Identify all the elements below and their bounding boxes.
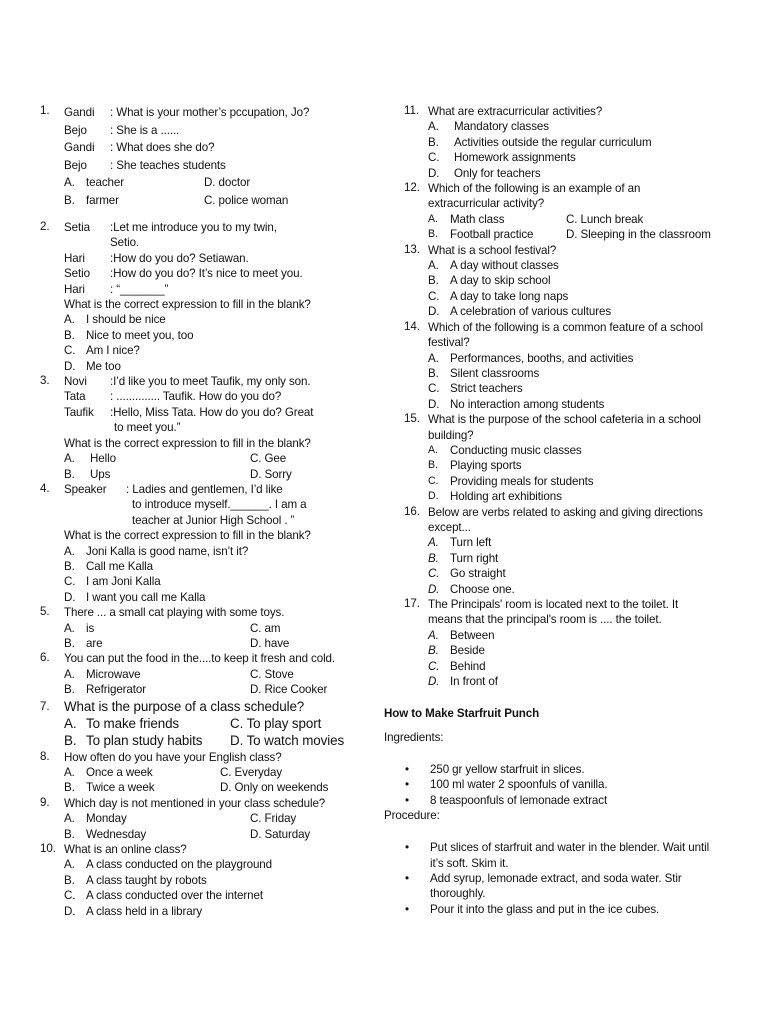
answer-options [64,312,370,374]
dialogue-line: Bejo : She is a ...... [64,123,180,137]
option-c[interactable]: C. Stove [250,667,294,681]
question-text: Which of the following is an example of an [428,182,641,196]
answer-options [428,212,734,243]
option-d[interactable]: D. A class held in a library [64,904,203,918]
bullet-icon [384,762,430,777]
option-a[interactable]: A. Math class [428,212,505,226]
dialogue-line: teacher at Junior High School . ” [132,513,295,527]
bullet-icon [384,840,430,871]
question-number: 12. [404,181,420,195]
question-6 [40,651,370,697]
option-d[interactable]: D. Me too [64,359,121,373]
question-number: 17. [404,597,420,610]
dialogue-line: Gandi : What is your mother’s pccupation, Jo? [64,106,310,119]
option-d[interactable]: D. To watch movies [230,733,345,749]
option-c[interactable]: C. Am I nice? [64,344,140,358]
question-text: means that the principal's room is .... the toilet. [428,613,662,627]
recipe-section [384,706,734,917]
option-d[interactable]: D. A celebration of various cultures [428,305,612,319]
option-c[interactable]: C. I am Joni Kalla [64,575,161,589]
answer-options [64,544,370,606]
dialogue-line: Hari :How do you do? Setiawan. [64,251,249,265]
option-d[interactable]: D. Only on weekends [220,781,329,795]
option-a[interactable]: A. Joni Kalla is good name, isn’t it? [64,544,249,558]
question-number: 4. [40,481,50,495]
dialogue-line: Hari : “_______” [64,282,169,296]
bullet-icon [384,902,430,917]
option-d[interactable]: D. doctor [204,176,251,189]
question-text: What is the correct expression to fill in the blank? [64,298,311,312]
answer-options [64,857,370,919]
dialogue-line: Taufik :Hello, Miss Tata. How do you do? Great [64,405,314,419]
option-c[interactable]: C. Everyday [220,766,283,780]
option-b[interactable]: B. are [64,636,103,650]
left-column [40,104,370,919]
dialogue-line: Novi :I’d like you to meet Taufik, my only son. [64,375,311,389]
option-c[interactable]: C. Go straight [428,567,506,581]
option-d[interactable]: D. Sorry [250,467,292,481]
answer-options [64,174,370,210]
option-a[interactable]: A. Microwave [64,667,141,681]
question-text: You can put the food in the....to keep it fresh and cold. [64,652,336,666]
question-15 [404,412,734,504]
option-c[interactable]: C. A day to take long naps [428,289,569,303]
option-b[interactable]: B. Twice a week [64,781,155,795]
question-7 [40,698,370,750]
answer-options [428,119,734,181]
option-b[interactable]: B. Turn right [428,551,499,565]
question-text: Below are verbs related to asking and giving directions [428,505,703,519]
question-text: festival? [428,336,470,350]
dialogue-line: Setio. [110,236,140,250]
question-text: Which day is not mentioned in your class schedule? [64,796,326,810]
procedure-label: Procedure: [384,809,440,823]
question-5 [40,605,370,651]
list-item: • 100 ml water 2 spoonfuls of vanilla. [384,777,734,792]
option-c[interactable]: C. To play sport [230,715,322,731]
answer-options [428,628,734,690]
option-a[interactable]: A. Mandatory classes [428,120,549,134]
question-number: 10. [40,842,56,856]
option-c[interactable]: C. Providing meals for students [428,474,594,488]
question-13 [404,243,734,320]
option-b[interactable]: B. To plan study habits [64,733,203,749]
bullet-icon [384,793,430,808]
option-c[interactable]: C. Gee [250,452,287,466]
question-text: What is the correct expression to fill in the blank? [64,529,311,543]
question-text: What are extracurricular activities? [428,105,603,118]
option-d[interactable]: D. I want you call me Kalla [64,590,206,604]
option-d[interactable]: D. Holding art exhibitions [428,490,562,504]
question-14 [404,320,734,412]
bullet-icon [384,871,430,902]
option-a[interactable]: A. A class conducted on the playground [64,858,272,872]
question-number: 1. [40,104,50,117]
option-d[interactable]: D. have [250,636,290,650]
option-c[interactable]: C. Friday [250,812,297,826]
question-3 [40,374,370,482]
option-d[interactable]: D. Only for teachers [428,166,541,180]
question-text: What is the purpose of a class schedule? [64,698,305,714]
list-item: • 8 teaspoonfuls of lemonade extract [384,793,734,808]
list-item: • 250 gr yellow starfruit in slices. [384,762,734,777]
question-9 [40,796,370,842]
dialogue-line: to meet you.” [114,421,181,435]
option-d[interactable]: D. Rice Cooker [250,683,328,697]
question-number: 6. [40,651,50,665]
dialogue-line: to introduce myself.______. I am a [132,498,307,512]
dialogue-line: Setio :How do you do? It’s nice to meet you. [64,267,303,281]
option-b[interactable]: B. Beside [428,644,485,658]
question-text: extracurricular activity? [428,197,545,211]
option-a[interactable]: A. Hello [64,452,116,466]
right-column [404,104,734,689]
question-number: 9. [40,795,50,809]
answer-options [428,535,734,597]
option-a[interactable]: A. Monday [64,812,127,826]
question-text: What is an online class? [64,843,187,857]
option-b[interactable]: B. Football practice [428,228,534,242]
option-a[interactable]: A. A day without classes [428,259,559,273]
option-b[interactable]: B. Nice to meet you, too [64,328,194,342]
question-1 [40,104,370,210]
question-number: 8. [40,749,50,763]
question-number: 16. [404,504,420,518]
recipe-title: How to Make Starfruit Punch [384,707,540,720]
question-text: There ... a small cat playing with some toys. [64,606,285,620]
option-d[interactable]: D. Sleeping in the classroom [566,228,711,242]
question-text: building? [428,428,474,442]
answer-options [428,351,734,413]
option-c[interactable]: C. police woman [204,194,289,207]
option-c[interactable]: C. Homework assignments [428,151,576,165]
question-number: 5. [40,605,50,619]
option-d[interactable]: D. In front of [428,675,498,689]
option-d[interactable]: D. Choose one. [428,582,515,596]
question-number: 11. [404,104,419,117]
option-c[interactable]: C. Behind [428,659,486,673]
option-b[interactable]: B. farmer [64,194,119,207]
question-text: Which of the following is a common feature of a school [428,320,703,334]
question-number: 3. [40,374,50,388]
question-8 [40,750,370,796]
question-text: The Principals' room is located next to the toilet. It [428,598,679,611]
answer-options [64,451,370,482]
option-a[interactable]: A. Conducting music classes [428,443,582,457]
ingredients-label: Ingredients: [384,731,444,744]
option-a[interactable]: A. To make friends [64,715,180,731]
option-b[interactable]: B. Call me Kalla [64,559,154,573]
answer-options [64,811,370,842]
option-b[interactable]: B. Silent classrooms [428,366,540,380]
list-item: • Put slices of starfruit and water in the blender. Wait until it’s soft. Skim it. [384,840,734,871]
dialogue-line: Tata : .............. Taufik. How do you do? [64,390,282,404]
option-a[interactable]: A. is [64,621,95,635]
question-17 [404,597,734,689]
option-c[interactable]: C. A class conducted over the internet [64,889,263,903]
option-b[interactable]: B. Refrigerator [64,683,147,697]
dialogue-line: Bejo : She teaches students [64,158,226,172]
option-a[interactable]: A. I should be nice [64,313,166,327]
list-item: • Pour it into the glass and put in the ice cubes. [384,902,734,917]
question-number: 14. [404,319,420,333]
option-c[interactable]: C. am [250,621,281,635]
option-b[interactable]: B. A class taught by robots [64,873,207,887]
option-b[interactable]: B. Activities outside the regular curriculum [428,135,652,149]
dialogue-line: Gandi : What does she do? [64,141,215,154]
answer-options [64,667,370,698]
question-text: What is the correct expression to fill in the blank? [64,436,311,450]
answer-options [428,443,734,505]
option-a[interactable]: A. Turn left [428,536,492,550]
option-d[interactable]: D. Saturday [250,827,311,841]
question-11 [404,104,734,181]
list-item: • Add syrup, lemonade extract, and soda water. Stir thoroughly. [384,871,734,902]
bullet-icon [384,777,430,792]
option-a[interactable]: A. Between [428,628,495,642]
option-b[interactable]: B. Ups [64,467,111,481]
question-number: 2. [40,220,50,233]
question-16 [404,505,734,597]
question-4 [40,482,370,605]
procedure-list [384,840,734,917]
question-text: What is a school festival? [428,243,557,257]
option-a[interactable]: A. Once a week [64,766,153,780]
option-d[interactable]: D. No interaction among students [428,397,605,411]
option-b[interactable]: B. Playing sports [428,459,522,473]
option-a[interactable]: A. teacher [64,176,124,189]
question-number: 13. [404,242,420,256]
question-10 [40,842,370,919]
dialogue-line: Speaker : Ladies and gentlemen, I’d like [64,482,283,496]
question-number: 15. [404,412,420,426]
answer-options [428,258,734,320]
option-b[interactable]: B. Wednesday [64,827,147,841]
answer-options [64,765,370,796]
option-a[interactable]: A. Performances, booths, and activities [428,351,634,365]
question-2 [40,220,370,374]
question-text: except... [428,520,471,534]
option-b[interactable]: B. A day to skip school [428,274,551,288]
option-c[interactable]: C. Strict teachers [428,382,523,396]
question-number: 7. [40,699,50,713]
option-c[interactable]: C. Lunch break [566,212,644,226]
question-12 [404,181,734,243]
question-text: What is the purpose of the school cafeteria in a school [428,413,701,427]
ingredients-list [384,762,734,808]
dialogue-line: Setia :Let me introduce you to my twin, [64,221,277,234]
question-text: How often do you have your English class? [64,750,282,764]
answer-options [64,715,370,750]
answer-options [64,621,370,652]
